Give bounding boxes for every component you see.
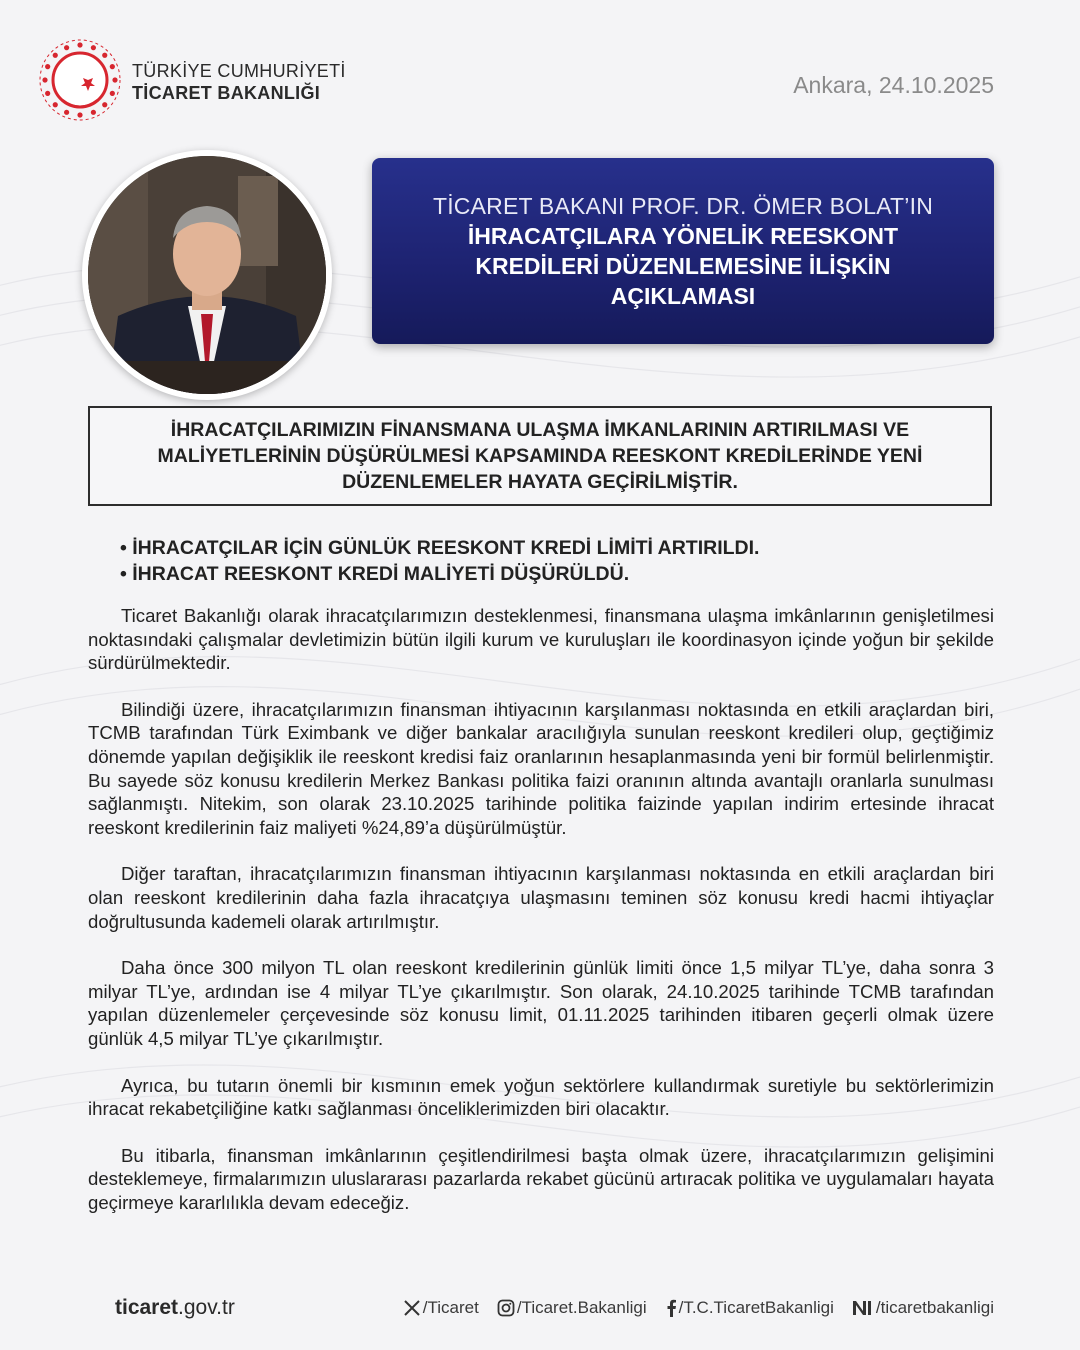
x-icon xyxy=(403,1299,421,1317)
ministry-emblem-icon xyxy=(38,38,122,122)
bullet-item: • İHRACATÇILAR İÇİN GÜNLÜK REESKONT KREDİ LİMİTİ ARTIRILDI. xyxy=(120,537,760,559)
emblem-star xyxy=(110,64,115,69)
emblem-star xyxy=(102,53,107,58)
emblem-star xyxy=(77,112,82,117)
emblem-star xyxy=(77,42,82,47)
organization-name xyxy=(132,60,346,104)
footer xyxy=(0,1296,1080,1326)
title-line-1: TİCARET BAKANI PROF. DR. ÖMER BOLAT’IN xyxy=(432,193,934,219)
facebook-handle: /T.C.TicaretBakanligi xyxy=(678,1298,834,1317)
title-line-2: İHRACATÇILARA YÖNELİK REESKONT xyxy=(467,223,899,249)
site-rest: .gov.tr xyxy=(178,1296,235,1319)
paragraph: Ayrıca, bu tutarın önemli bir kısmının emek yoğun sektörlere kullandırmak suretiyle bu sektörlerimizin ihracat rekabetçiliğine katkı sağlanması önceliklerimizden biri olacaktır. xyxy=(88,1074,994,1120)
emblem-star xyxy=(53,53,58,58)
paragraph: Daha önce 300 milyon TL olan reeskont kredilerinin günlük limiti önce 1,5 milyar TL’ye, daha sonra 3 milyar TL’ye, ardından ise 4 milyar TL’ye çıkarılmıştır. Son olarak, 24.10.2025 tarihinde TCMB tarafından yapılan düzenlemeler çerçevesinde söz konusu limit, 01.11.2025 tarihinden itibaren geçerli olmak üzere günlük 4,5 milyar TL’ye çıkarılmıştır. xyxy=(88,957,994,1049)
emblem-star xyxy=(64,45,69,50)
emblem-star xyxy=(110,91,115,96)
emblem-star xyxy=(112,77,117,82)
instagram-icon xyxy=(497,1299,515,1317)
summary-text: İHRACATÇILARIMIZIN FİNANSMANA ULAŞMA İMKANLARININ ARTIRILMASI VE MALİYETLERİNİN DÜŞÜRÜLMESİ KAPSAMINDA REESKONT KREDİLERİNDE YENİ DÜZENLEMELER HAYATA GEÇİRİLMİŞTİR. xyxy=(157,419,923,493)
paragraph: Bu itibarla, finansman imkânlarının çeşitlendirilmesi başta olmak üzere, ihracatçılarımızın gelişimini desteklemeye, firmalarımızın uluslararası pazarlarda rekabet gücünü artıracak politika ve uygulamaları hayata geçirmeye kararlılıkla devam edeceğiz. xyxy=(88,1144,994,1213)
website-link[interactable] xyxy=(115,1296,235,1320)
emblem-star xyxy=(91,110,96,115)
paragraph: Bilindiği üzere, ihracatçılarımızın finansman ihtiyacının karşılanması noktasında en etkili araçlardan biri, TCMB tarafından Türk Eximbank ve diğer bankalar aracılığıyla sunulan reeskont kredileri olup, geçtiğimiz dönemde yapılan değişiklik ile reeskont kredisi faiz oranlarının hesaplanmasında yeni bir formül belirlenmiştir. Bu sayede söz konusu kredilerin Merkez Bankası politika faizi oranının altında avantajlı oranlarla sunulması sağlanmıştı. Nitekim, son olarak 23.10.2025 tarihinde politika faizinde yapılan indirim ertesinde ihracat reeskont kredilerinin faiz maliyeti %24,89’a düşürülmüştür. xyxy=(88,698,994,838)
org-line-2: TİCARET BAKANLIĞI xyxy=(132,83,321,103)
emblem-star xyxy=(42,77,47,82)
title-banner xyxy=(372,158,994,344)
emblem-star xyxy=(102,102,107,107)
instagram-handle: /Ticaret.Bakanligi xyxy=(516,1298,647,1317)
facebook-icon xyxy=(665,1299,677,1317)
key-points xyxy=(120,535,759,587)
title-line-3: KREDİLERİ DÜZENLEMESİNE İLİŞKİN xyxy=(475,253,891,279)
x-link[interactable] xyxy=(403,1298,479,1318)
x-handle: /Ticaret xyxy=(422,1298,479,1317)
paragraph: Ticaret Bakanlığı olarak ihracatçılarımızın desteklenmesi, finansmana ulaşma imkânlarının genişletilmesi noktasındaki çalışmalar devletimizin bütün ilgili kurum ve kuruluşları ile koordinasyon içinde yoğun bir şekilde sürdürülmektedir. xyxy=(88,605,994,674)
emblem-star xyxy=(64,110,69,115)
summary-box xyxy=(88,406,992,506)
site-bold: ticaret xyxy=(115,1296,179,1319)
emblem-star xyxy=(53,102,58,107)
emblem-star xyxy=(91,45,96,50)
instagram-link[interactable] xyxy=(497,1298,647,1318)
bullet-item: • İHRACAT REESKONT KREDİ MALİYETİ DÜŞÜRÜLDÜ. xyxy=(120,563,630,585)
nsosyal-link[interactable] xyxy=(852,1298,994,1318)
org-line-1: TÜRKİYE CUMHURİYETİ xyxy=(132,61,346,81)
portrait-illustration xyxy=(88,156,326,394)
minister-portrait xyxy=(82,150,332,400)
dateline: Ankara, 24.10.2025 xyxy=(793,72,994,98)
facebook-link[interactable] xyxy=(665,1298,834,1318)
social-links xyxy=(403,1298,994,1318)
nsosyal-handle: /ticaretbakanligi xyxy=(875,1298,994,1317)
nsosyal-icon xyxy=(852,1299,874,1317)
emblem-star xyxy=(45,91,50,96)
paragraph: Diğer taraftan, ihracatçılarımızın finansman ihtiyacının karşılanması noktasında en etkili araçlardan biri olan reeskont kredilerinin daha fazla ihracatçıya ulaşmasını teminen söz konusu kredi hacmi ihtiyaçlar doğrultusunda kademeli olarak artırılmıştır. xyxy=(88,863,994,932)
title-line-4: AÇIKLAMASI xyxy=(610,283,756,309)
statement-body xyxy=(88,604,994,1237)
emblem-star xyxy=(45,64,50,69)
